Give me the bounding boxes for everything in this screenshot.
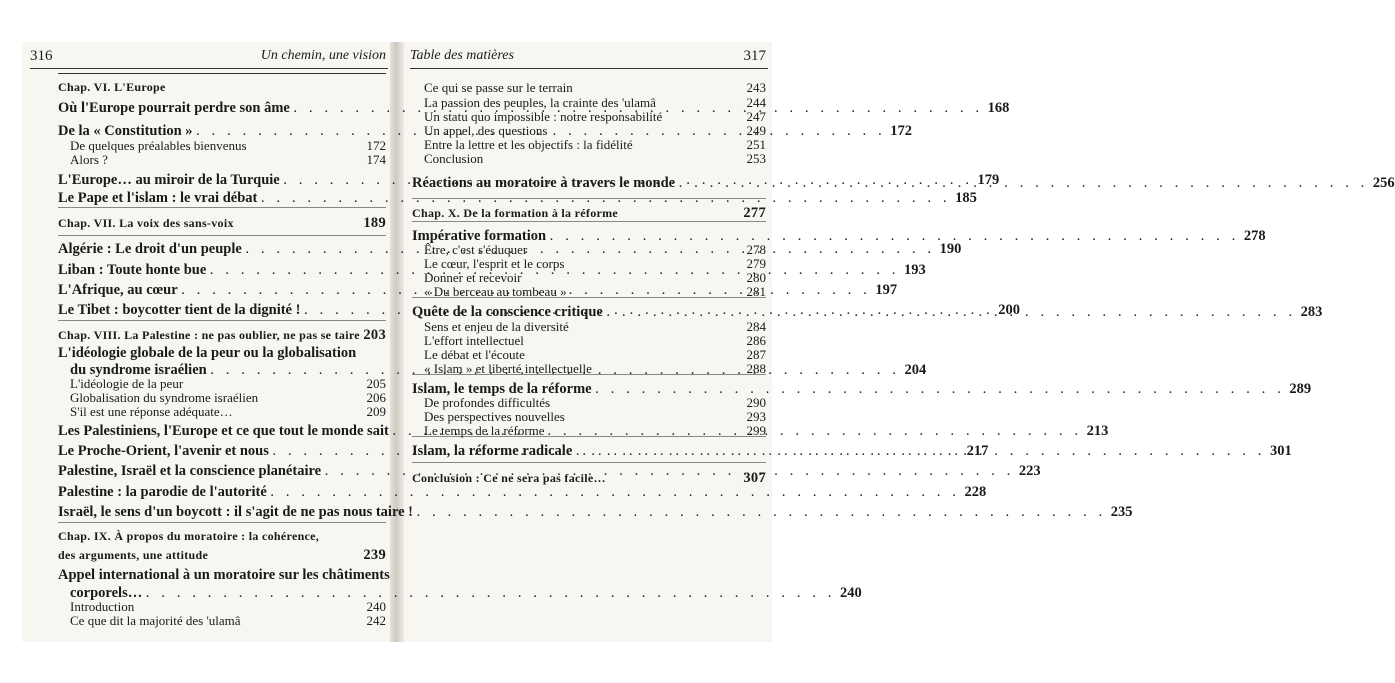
entry-page-number: 197 xyxy=(875,282,898,298)
entry-page-number: 228 xyxy=(964,484,987,500)
entry-page-number: 174 xyxy=(366,152,386,167)
right-separator-rule xyxy=(412,462,766,463)
toc-entry xyxy=(58,190,977,207)
entry-title: L'effort intellectuel xyxy=(424,333,524,348)
entry-title: corporels… xyxy=(70,585,143,601)
entry-title: Conclusion xyxy=(424,151,484,166)
entry-title: Chap. VII. La voix des sans-voix xyxy=(58,216,234,230)
entry-title: Le Proche-Orient, l'avenir et nous xyxy=(58,443,269,459)
entry-title: Ce qui se passe sur le terrain xyxy=(424,80,573,95)
leader-dots xyxy=(576,446,1266,458)
toc-entry xyxy=(58,504,1133,521)
entry-page-number: 235 xyxy=(1110,504,1133,520)
entry-title: du syndrome israélien xyxy=(70,362,207,378)
entry-title: L'idéologie de la peur xyxy=(70,376,184,391)
entry-page-number: 217 xyxy=(966,443,989,459)
entry-title: Impérative formation xyxy=(412,228,547,244)
entry-page-number: 253 xyxy=(746,151,766,166)
chapter-heading xyxy=(58,215,386,232)
entry-title: De profondes difficultés xyxy=(424,395,551,410)
entry-title: Où l'Europe pourrait perdre son âme xyxy=(58,100,290,116)
chapter-heading xyxy=(412,205,766,222)
leader-dots xyxy=(607,307,1297,319)
entry-page-number: 286 xyxy=(746,333,766,348)
entry-title: Des perspectives nouvelles xyxy=(424,409,565,424)
entry-title: S'il est une réponse adéquate… xyxy=(70,404,233,419)
entry-page-number: 200 xyxy=(998,302,1020,318)
entry-page-number: 247 xyxy=(746,109,766,124)
entry-page-number: 193 xyxy=(904,262,926,278)
entry-page-number: 172 xyxy=(890,123,913,139)
entry-page-number: 204 xyxy=(904,362,927,378)
entry-title: Ce que dit la majorité des 'ulamâ xyxy=(70,613,241,628)
entry-title: Alors ? xyxy=(70,152,108,167)
entry-page-number: 277 xyxy=(743,205,766,221)
entry-page-number: 239 xyxy=(363,547,386,563)
entry-title: Être, c'est s'éduquer xyxy=(424,242,528,257)
entry-title: Entre la lettre et les objectifs : la fidélité xyxy=(424,137,633,152)
toc-entry xyxy=(58,152,386,168)
toc-entry xyxy=(412,80,766,96)
entry-title: Le cœur, l'esprit et le corps xyxy=(424,256,565,271)
entry-title: Israël, le sens d'un boycott : il s'agit de ne pas nous taire ! xyxy=(58,504,414,520)
entry-page-number: 281 xyxy=(746,284,766,299)
entry-page-number: 290 xyxy=(746,395,766,410)
entry-page-number: 249 xyxy=(746,123,766,138)
entry-title: De la « Constitution » xyxy=(58,123,193,139)
entry-title: Sens et enjeu de la diversité xyxy=(424,319,569,334)
toc-entry xyxy=(412,361,766,377)
entry-title: Donner et recevoir xyxy=(424,270,522,285)
entry-page-number: 287 xyxy=(746,347,766,362)
entry-title: La passion des peuples, la crainte des 'ulamâ xyxy=(424,95,656,110)
entry-page-number: 284 xyxy=(746,319,766,334)
entry-title: Le débat et l'écoute xyxy=(424,347,525,362)
entry-title: Le Pape et l'islam : le vrai débat xyxy=(58,190,258,206)
entry-page-number: 240 xyxy=(366,599,386,614)
entry-page-number: 223 xyxy=(1018,463,1041,479)
left-running-title: Un chemin, une vision xyxy=(260,48,386,63)
entry-title: Conclusion : Ce ne sera pas facile… xyxy=(412,471,606,485)
entry-page-number: 278 xyxy=(746,242,766,257)
leader-dots xyxy=(679,178,1369,190)
entry-title: Le Tibet : boycotter tient de la dignité ! xyxy=(58,302,301,318)
entry-page-number: 209 xyxy=(366,404,386,419)
entry-title: Islam, le temps de la réforme xyxy=(412,381,592,397)
entry-page-number: 299 xyxy=(746,423,766,438)
entry-title: L'Europe… au miroir de la Turquie xyxy=(58,172,280,188)
entry-title: De quelques préalables bienvenus xyxy=(70,138,247,153)
toc-entry xyxy=(412,423,766,439)
entry-page-number: 278 xyxy=(1243,228,1266,244)
entry-page-number: 244 xyxy=(746,95,766,110)
left-separator-rule xyxy=(58,522,386,523)
entry-title: Chap. VIII. La Palestine : ne pas oublier, ne pas se taire xyxy=(58,328,360,342)
entry-title: L'idéologie globale de la peur ou la globalisation xyxy=(58,345,357,361)
entry-page-number: 251 xyxy=(746,137,766,152)
toc-entry xyxy=(58,484,987,501)
entry-title: Chap. X. De la formation à la réforme xyxy=(412,206,619,220)
entry-title: Islam, la réforme radicale xyxy=(412,443,573,459)
entry-page-number: 301 xyxy=(1270,443,1292,459)
entry-page-number: 243 xyxy=(746,80,766,95)
entry-page-number: 213 xyxy=(1086,423,1109,439)
entry-title: Chap. VI. L'Europe xyxy=(58,80,166,94)
entry-title: Chap. IX. À propos du moratoire : la cohérence, xyxy=(58,529,320,543)
entry-title: Appel international à un moratoire sur les châtiments xyxy=(58,567,390,583)
toc-entry xyxy=(412,151,766,167)
toc-entry xyxy=(58,567,390,584)
entry-page-number: 256 xyxy=(1372,175,1395,191)
entry-title: Algérie : Le droit d'un peuple xyxy=(58,241,242,257)
entry-page-number: 289 xyxy=(1289,381,1312,397)
entry-title: Le temps de la réforme xyxy=(424,423,545,438)
chapter-heading xyxy=(58,547,386,564)
entry-page-number: 307 xyxy=(743,470,766,486)
entry-title: Introduction xyxy=(70,599,135,614)
right-separator-rule xyxy=(412,198,766,199)
toc-entry xyxy=(58,345,386,362)
entry-title: Liban : Toute honte bue xyxy=(58,262,207,278)
entry-page-number: 279 xyxy=(746,256,766,271)
entry-page-number: 168 xyxy=(987,100,1010,116)
left-separator-rule xyxy=(58,73,386,74)
entry-page-number: 190 xyxy=(939,241,962,257)
entry-page-number: 288 xyxy=(746,361,766,376)
entry-title: Palestine : la parodie de l'autorité xyxy=(58,484,267,500)
entry-title: Globalisation du syndrome israélien xyxy=(70,390,259,405)
entry-page-number: 185 xyxy=(955,190,977,206)
entry-title: Un statu quo impossible : notre responsabilité xyxy=(424,109,663,124)
chapter-heading xyxy=(412,470,766,487)
entry-page-number: 172 xyxy=(366,138,386,153)
entry-title: L'Afrique, au cœur xyxy=(58,282,178,298)
toc-entry xyxy=(412,284,766,300)
entry-page-number: 203 xyxy=(363,327,386,343)
entry-page-number: 205 xyxy=(366,376,386,391)
toc-entry xyxy=(58,404,386,420)
left-separator-rule xyxy=(58,207,386,208)
entry-page-number: 206 xyxy=(366,390,386,405)
left-page-number: 316 xyxy=(30,48,53,64)
entry-page-number: 189 xyxy=(363,215,386,231)
toc-entry xyxy=(58,613,386,629)
entry-page-number: 280 xyxy=(746,270,766,285)
entry-page-number: 240 xyxy=(839,585,862,601)
entry-title: Les Palestiniens, l'Europe et ce que tout le monde sait xyxy=(58,423,389,439)
chapter-heading xyxy=(58,529,386,544)
entry-page-number: 179 xyxy=(977,172,1000,188)
entry-title: Réactions au moratoire à travers le monde xyxy=(412,175,676,191)
chapter-heading xyxy=(58,327,386,344)
entry-page-number: 293 xyxy=(746,409,766,424)
right-running-title: Table des matières xyxy=(410,48,514,63)
entry-page-number: 242 xyxy=(366,613,386,628)
entry-title: des arguments, une attitude xyxy=(58,548,209,562)
entry-title: Quête de la conscience critique xyxy=(412,304,603,320)
left-separator-rule xyxy=(58,320,386,321)
left-separator-rule xyxy=(58,235,386,236)
chapter-heading xyxy=(58,80,386,95)
entry-title: Un appel, des questions xyxy=(424,123,548,138)
entry-title: Palestine, Israël et la conscience planétaire xyxy=(58,463,322,479)
entry-title: « Islam » et liberté intellectuelle xyxy=(424,361,592,376)
right-page-number: 317 xyxy=(743,48,766,64)
entry-title: « Du berceau au tombeau » xyxy=(424,284,567,299)
entry-page-number: 283 xyxy=(1300,304,1323,320)
